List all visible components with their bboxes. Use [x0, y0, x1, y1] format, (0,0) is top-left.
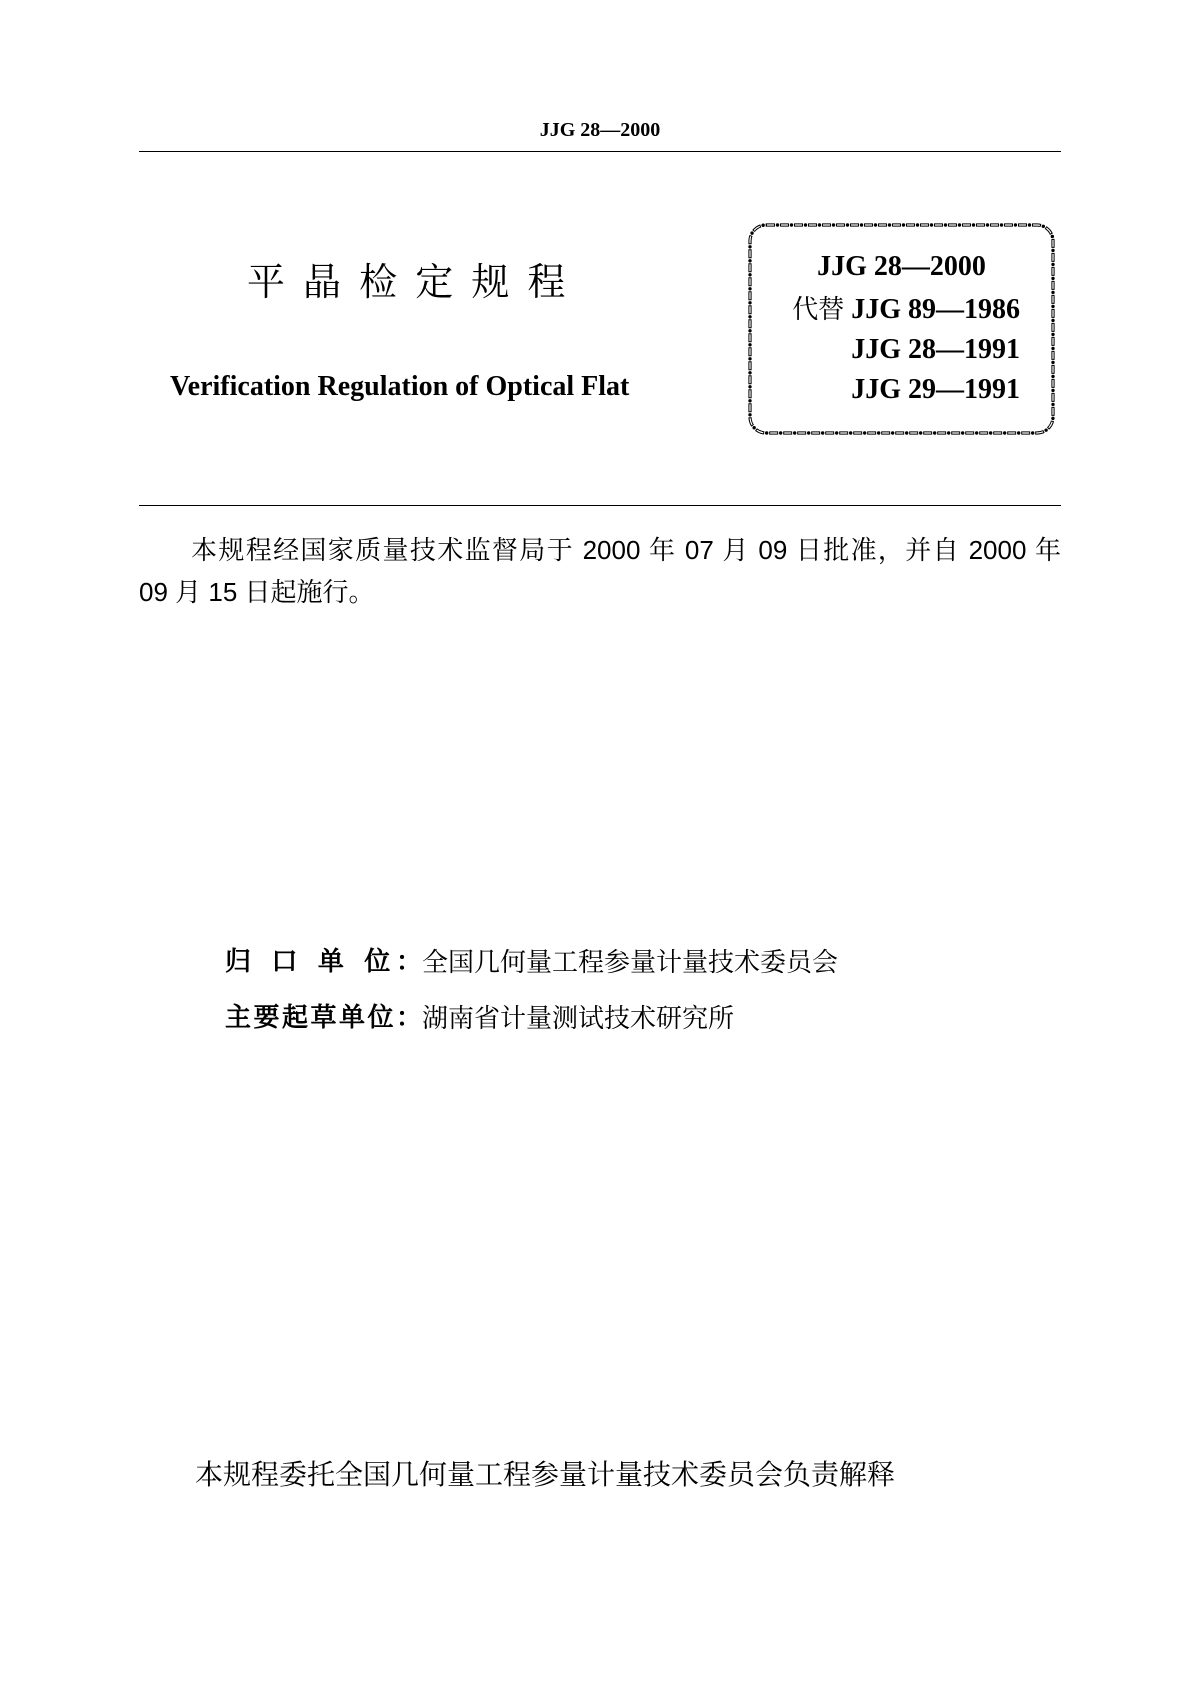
replaces-label: 代替 [792, 295, 845, 324]
unit-label: 归 口 单 位： [225, 947, 422, 977]
responsible-unit-row [225, 941, 838, 983]
standard-code-box [747, 222, 1056, 436]
drafting-unit-row [225, 997, 734, 1039]
section-rule [139, 505, 1061, 506]
document-title-zh: 平 晶 检 定 规 程 [247, 260, 569, 304]
approval-paragraph-line: 09 月 15 日起施行。 [139, 577, 375, 607]
header-rule [139, 151, 1061, 152]
replaces-line [747, 293, 1020, 327]
replaced-code: JJG 89—1986 [851, 294, 1020, 325]
standard-code: JJG 28—2000 [817, 251, 986, 282]
unit-value: 全国几何量工程参量计量技术委员会 [422, 947, 839, 977]
document-title-en: Verification Regulation of Optical Flat [170, 371, 630, 402]
unit-value: 湖南省计量测试技术研究所 [422, 1003, 735, 1033]
unit-label: 主要起草单位： [225, 1003, 422, 1033]
replaced-code: JJG 28—1991 [851, 334, 1020, 365]
running-header-code: JJG 28—2000 [539, 119, 661, 141]
approval-paragraph-line: 本规程经国家质量技术监督局于 2000 年 07 月 09 日批准，并自 2000 年 [191, 535, 1061, 565]
replaced-code: JJG 29—1991 [851, 374, 1020, 405]
interpretation-note: 本规程委托全国几何量工程参量计量技术委员会负责解释 [195, 1459, 896, 1490]
